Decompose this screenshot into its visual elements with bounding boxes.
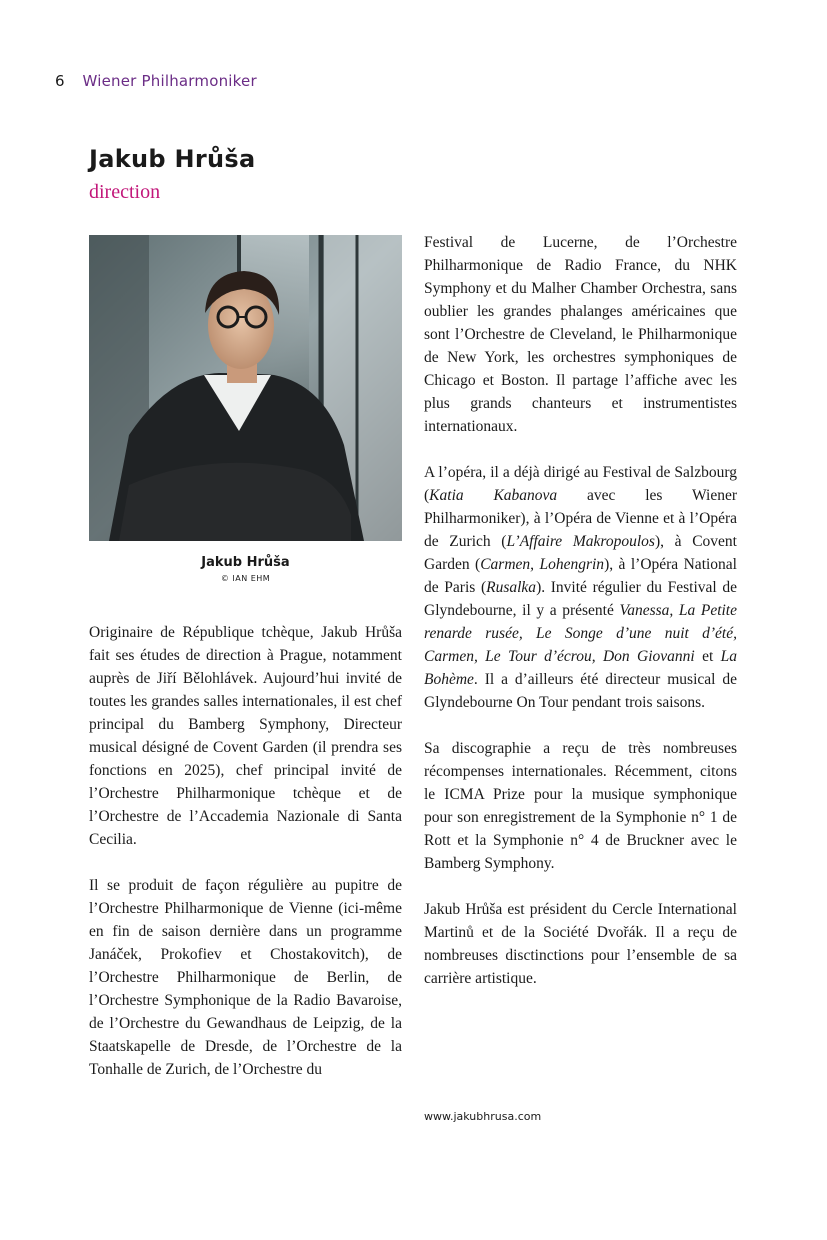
work-title: L’Affaire Makropoulos: [506, 533, 655, 550]
bio-paragraph: [89, 621, 402, 851]
bio-text: ), à Covent Garden (: [424, 533, 737, 573]
bio-paragraph: [89, 874, 402, 1081]
bio-text: Festival de Lucerne, de l’Orchestre Philharmonique de Radio France, du NHK Symphony et du Malher Chamber Orchestra, sans oublier les grandes phalanges américaines que sont l’Orchestre de Cleveland, le Philharmonique de New York, les orchestres symphoniques de Chicago et Boston. Il partage l’affiche avec les plus grands chanteurs et instrumentistes internationaux.: [424, 234, 737, 435]
bio-paragraph: [424, 461, 737, 714]
work-title: Vanessa, La Petite renarde rusée, Le Songe d’une nuit d’été, Carmen, Le Tour d’écrou, Don Giovanni: [424, 602, 737, 665]
bio-paragraph: [424, 737, 737, 875]
running-head: [55, 72, 257, 92]
bio-text: ), à l’Opéra National de Paris (: [424, 556, 737, 596]
work-title: Katia Kabanova: [429, 487, 558, 504]
page-number: 6: [55, 72, 65, 90]
work-title: Carmen, Lohengrin: [480, 556, 605, 573]
photo-caption: [89, 555, 402, 583]
photo-credit: © IAN EHM: [220, 574, 271, 583]
artist-role: direction: [89, 181, 161, 203]
artist-name: Jakub Hrůša: [89, 145, 256, 173]
caption-name: Jakub Hrůša: [201, 555, 290, 570]
running-title: Wiener Philharmoniker: [82, 72, 257, 90]
bio-text: Sa discographie a reçu de très nombreuses récompenses internationales. Récemment, citons le ICMA Prize pour la musique symphonique pour son enregistrement de la Symphonie n° 1 de Rott et la Symphonie n° 4 de Bruckner avec le Bamberg Symphony.: [424, 740, 737, 872]
bio-right-column: [424, 231, 737, 1013]
bio-text: Originaire de République tchèque, Jakub Hrůša fait ses études de direction à Prague, notamment auprès de Jiří Bělohlávek. Aujourd’hui invité de toutes les grandes salles internationales, il est chef principal du Bamberg Symphony, Directeur musical désigné de Covent Garden (il prendra ses fonctions en 2025), chef principal invité de l’Orchestre Philharmonique tchèque et de l’Orchestre de l’Accademia Nazionale di Santa Cecilia.: [89, 624, 402, 848]
bio-paragraph: [424, 231, 737, 438]
bio-paragraph: [424, 898, 737, 990]
bio-text: Jakub Hrůša est président du Cercle International Martinů et de la Société Dvořák. Il a reçu de nombreuses disctinctions pour l’ensemble de sa carrière artistique.: [424, 901, 737, 987]
bio-text: ). Invité régulier du Festival de Glyndebourne, il y a présenté: [424, 579, 737, 619]
bio-text: A l’opéra, il a déjà dirigé au Festival de Salzbourg (: [424, 464, 737, 504]
work-title: Rusalka: [486, 579, 537, 596]
bio-left-column: [89, 621, 402, 1104]
work-title: La Bohème: [424, 648, 737, 688]
website-link[interactable]: www.jakubhrusa.com: [424, 1110, 542, 1123]
artist-photo: [89, 235, 402, 541]
bio-text: avec les Wiener Philharmoniker), à l’Opéra de Vienne et à l’Opéra de Zurich (: [424, 487, 737, 550]
bio-text: . Il a d’ailleurs été directeur musical de Glyndebourne On Tour pendant trois saisons.: [424, 671, 737, 711]
bio-text: Il se produit de façon régulière au pupitre de l’Orchestre Philharmonique de Vienne (ici-même en fin de saison dernière dans un programme Janáček, Prokofiev et Chostakovitch), de l’Orchestre Philharmonique de Berlin, de l’Orchestre Symphonique de la Radio Bavaroise, de l’Orchestre du Gewandhaus de Leipzig, de la Staatskapelle de Dresde, de l’Orchestre de la Tonhalle de Zurich, de l’Orchestre du: [89, 877, 402, 1078]
bio-text: et: [694, 648, 721, 665]
